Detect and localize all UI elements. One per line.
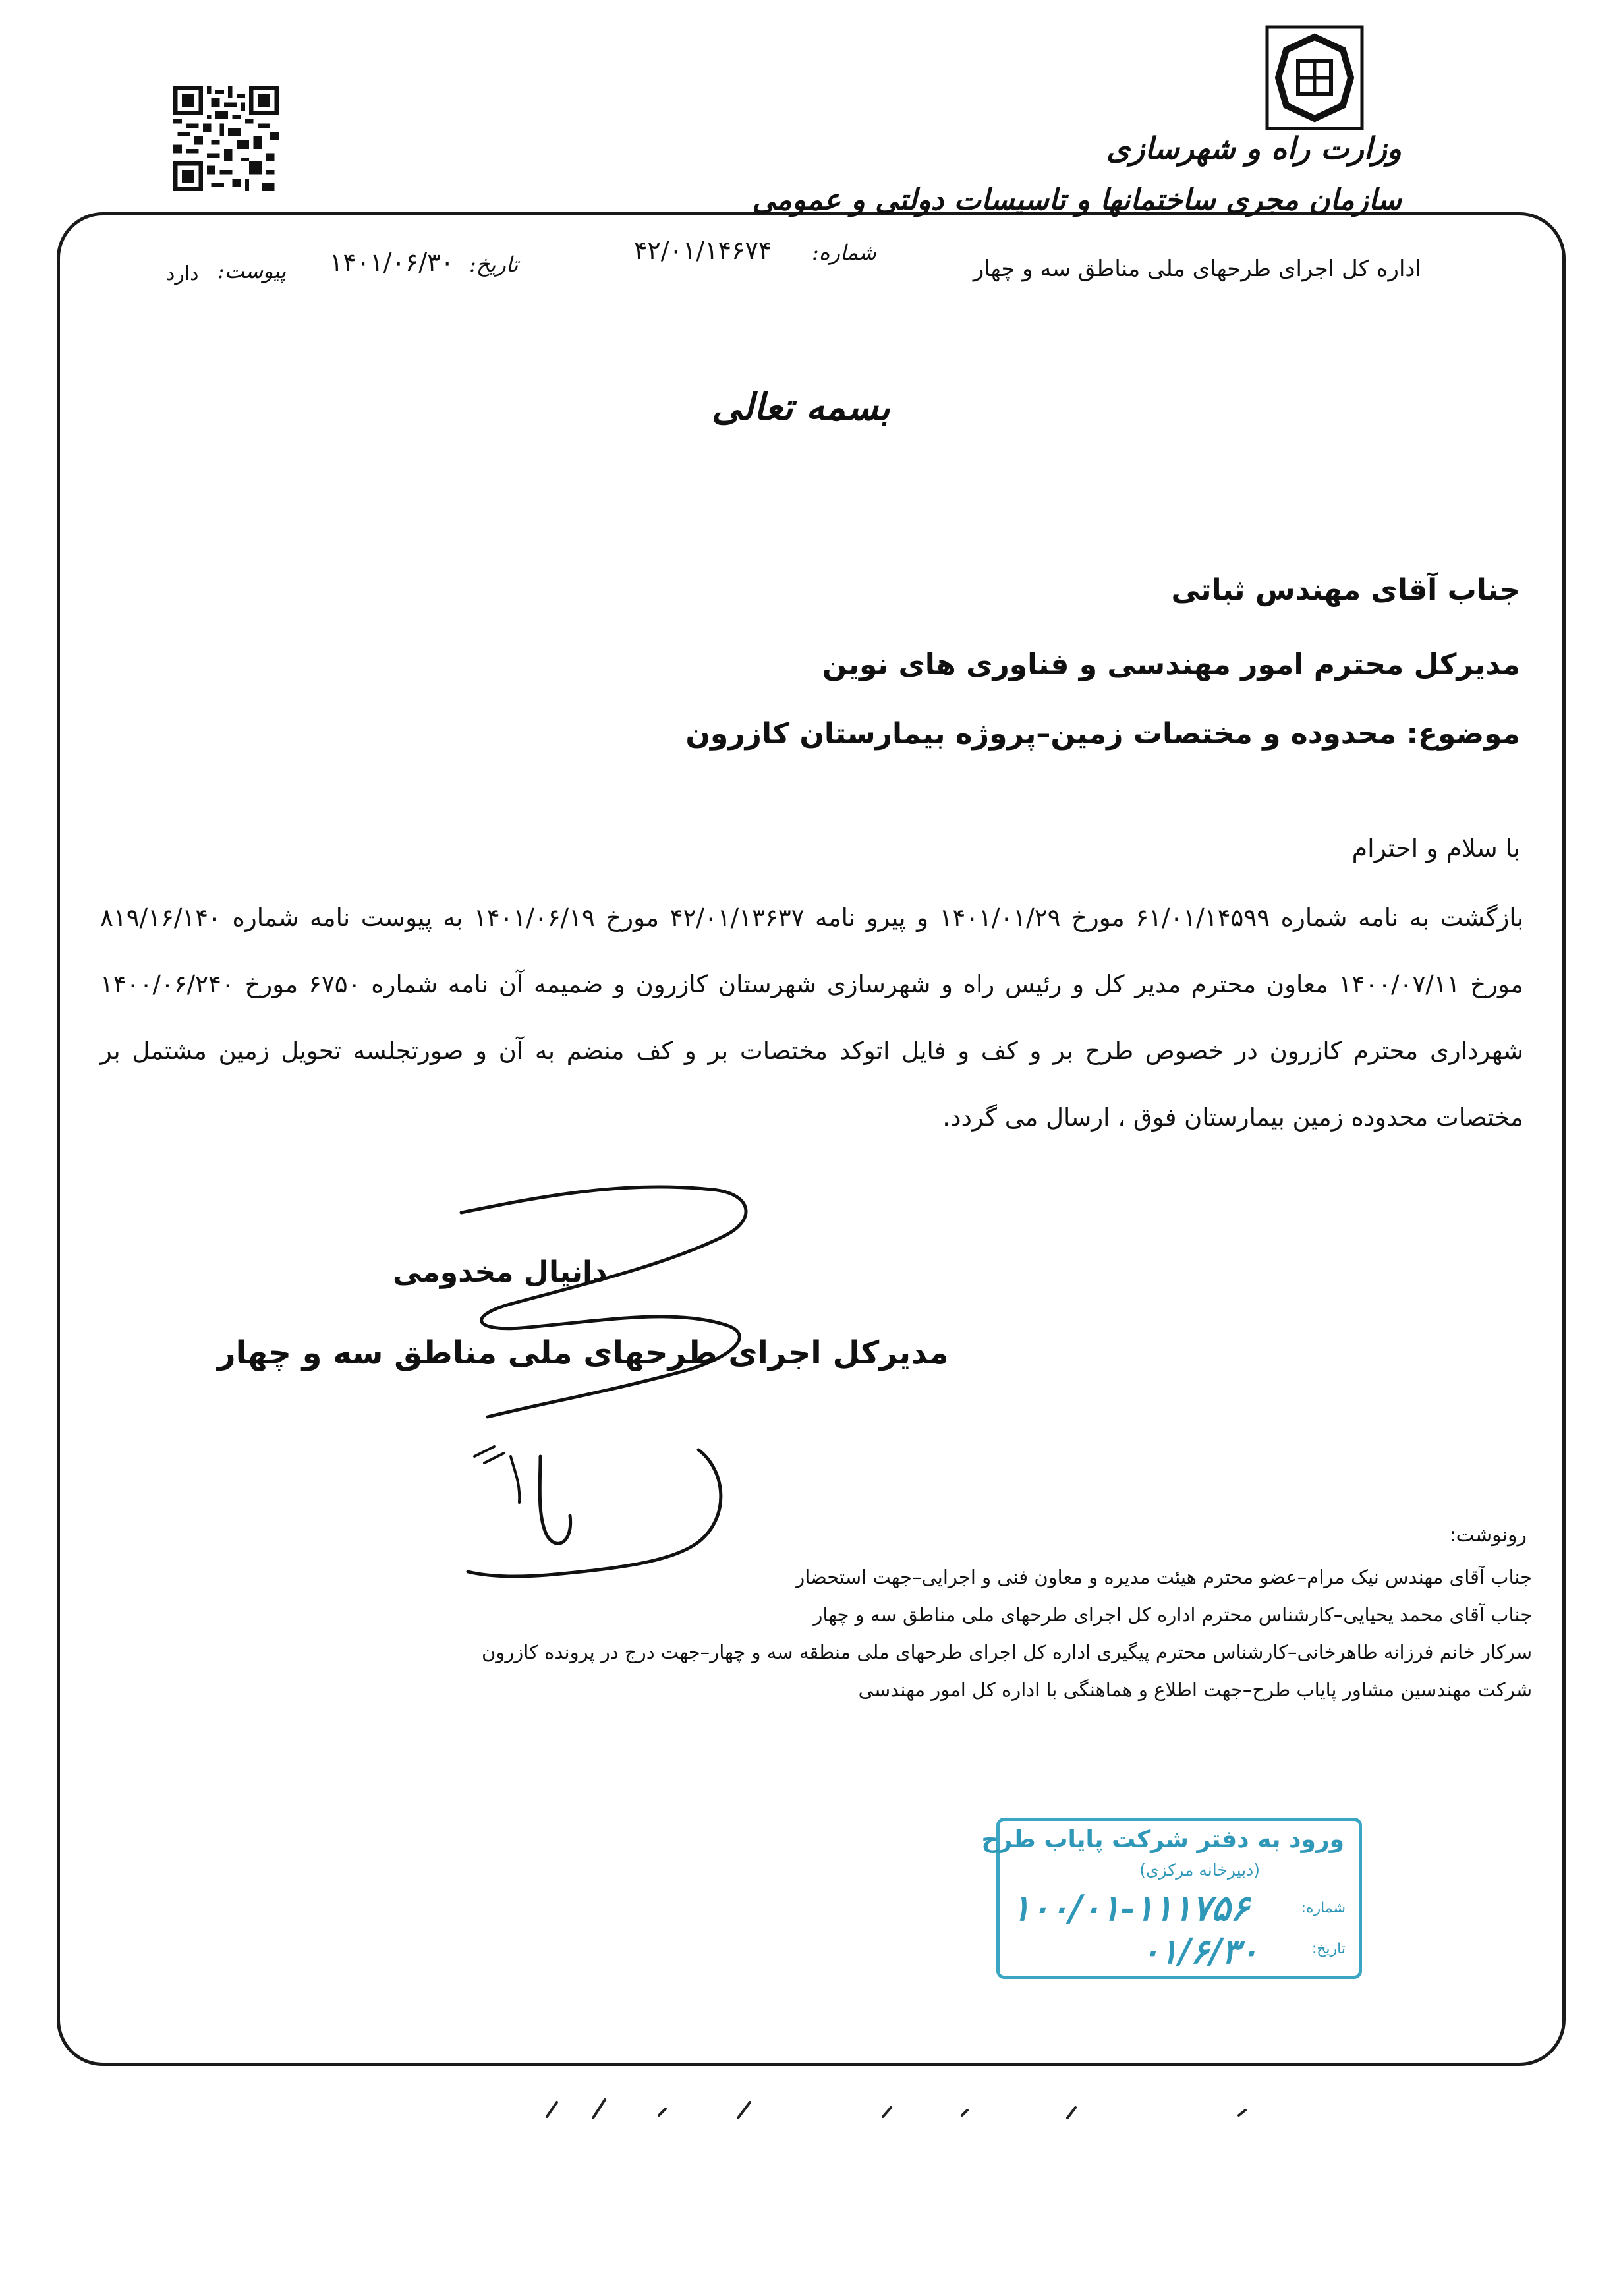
letter-number-value: ۴۲/۰۱/۱۴۶۷۴ [634, 236, 772, 265]
scan-edge-marks [527, 2096, 1318, 2122]
organization-name: سازمان مجری ساختمانها و تاسیسات دولتی و عمومی [752, 183, 1402, 217]
qr-code [173, 86, 279, 191]
handwritten-signature [448, 1173, 830, 1582]
stamp-number-value: ۱۰۰/۰۱-۱۱۱۷۵۶ [1011, 1887, 1250, 1929]
cc-item: سرکار خانم فرزانه طاهرخانی–کارشناس محترم پیگیری اداره کل اجرای طرحهای ملی منطقه سه و چهار–جهت درج در پرونده کازرون [481, 1641, 1532, 1663]
cc-item: جناب آقای محمد یحیایی–کارشناس محترم اداره کل اجرای طرحهای ملی مناطق سه و چهار [813, 1603, 1532, 1626]
letter-number-label: شماره: [812, 240, 877, 265]
stamp-date-label: تاریخ: [1311, 1941, 1346, 1957]
cc-list [482, 1559, 1532, 1709]
receipt-stamp [981, 1818, 1362, 1979]
addressee-title: مدیرکل محترم امور مهندسی و فناوری های نوین [822, 648, 1520, 681]
stamp-title: ورود به دفتر شرکت پایاب طرح [981, 1826, 1344, 1853]
letter-subject: موضوع: محدوده و مختصات زمین–پروژه بیمارستان کازرون [685, 717, 1520, 751]
addressee-name: جناب آقای مهندس ثباتی [1171, 573, 1520, 607]
cc-label: رونوشت: [1449, 1524, 1527, 1547]
signatory-name: دانیال مخدومی [393, 1255, 608, 1289]
letter-date-label: تاریخ: [469, 252, 519, 277]
greeting: با سلام و احترام [1351, 834, 1520, 863]
signatory-title: مدیرکل اجرای طرحهای ملی مناطق سه و چهار [217, 1335, 949, 1371]
attachment-label: پیوست: [217, 258, 287, 283]
cc-item: شرکت مهندسین مشاور پایاب طرح–جهت اطلاع و هماهنگی با اداره کل امور مهندسی [858, 1679, 1532, 1701]
department-name: اداره کل اجرای طرحهای ملی مناطق سه و چهار [973, 256, 1421, 282]
stamp-date-value: ۰۱/۶/۳۰ [1141, 1932, 1259, 1972]
letter-date-value: ۱۴۰۱/۰۶/۳۰ [329, 248, 454, 277]
cc-item: جناب آقای مهندس نیک مرام–عضو محترم هیئت مدیره و معاون فنی و اجرایی–جهت استحضار [795, 1566, 1532, 1588]
ministry-emblem-icon [1265, 25, 1364, 130]
bismillah-heading: بسمه تعالی [712, 386, 890, 429]
stamp-number-label: شماره: [1301, 1900, 1346, 1916]
attachment-value: دارد [166, 262, 199, 285]
ministry-name: وزارت راه و شهرسازی [1106, 130, 1402, 166]
stamp-subtitle: (دبیرخانه مرکزی) [1139, 1860, 1260, 1880]
letter-body: بازگشت به نامه شماره ۶۱/۰۱/۱۴۵۹۹ مورخ ۱۴۰۱/۰۱/۲۹ و پیرو نامه ۴۲/۰۱/۱۳۶۳۷ مورخ ۱۴۰۱/۰۶/۱۹ به پیوست نامه شماره ۸۱۹/۱۶/۱۴۰ مورخ ۱۴۰۰/۰۷/۱۱ معاون محترم مدیر کل و رئیس راه و شهرسازی شهرستان کازرون و ضمیمه آن نامه شماره ۶۷۵۰ مورخ ۱۴۰۰/۰۶/۲۴۰ شهرداری محترم کازرون در خصوص طرح بر و کف و فایل اتوکد مختصات بر و کف منضم به آن و صورتجلسه تحویل زمین مشتمل بر مختصات محدوده زمین بیمارستان فوق ، ارسال می گردد. [100, 904, 1523, 1132]
